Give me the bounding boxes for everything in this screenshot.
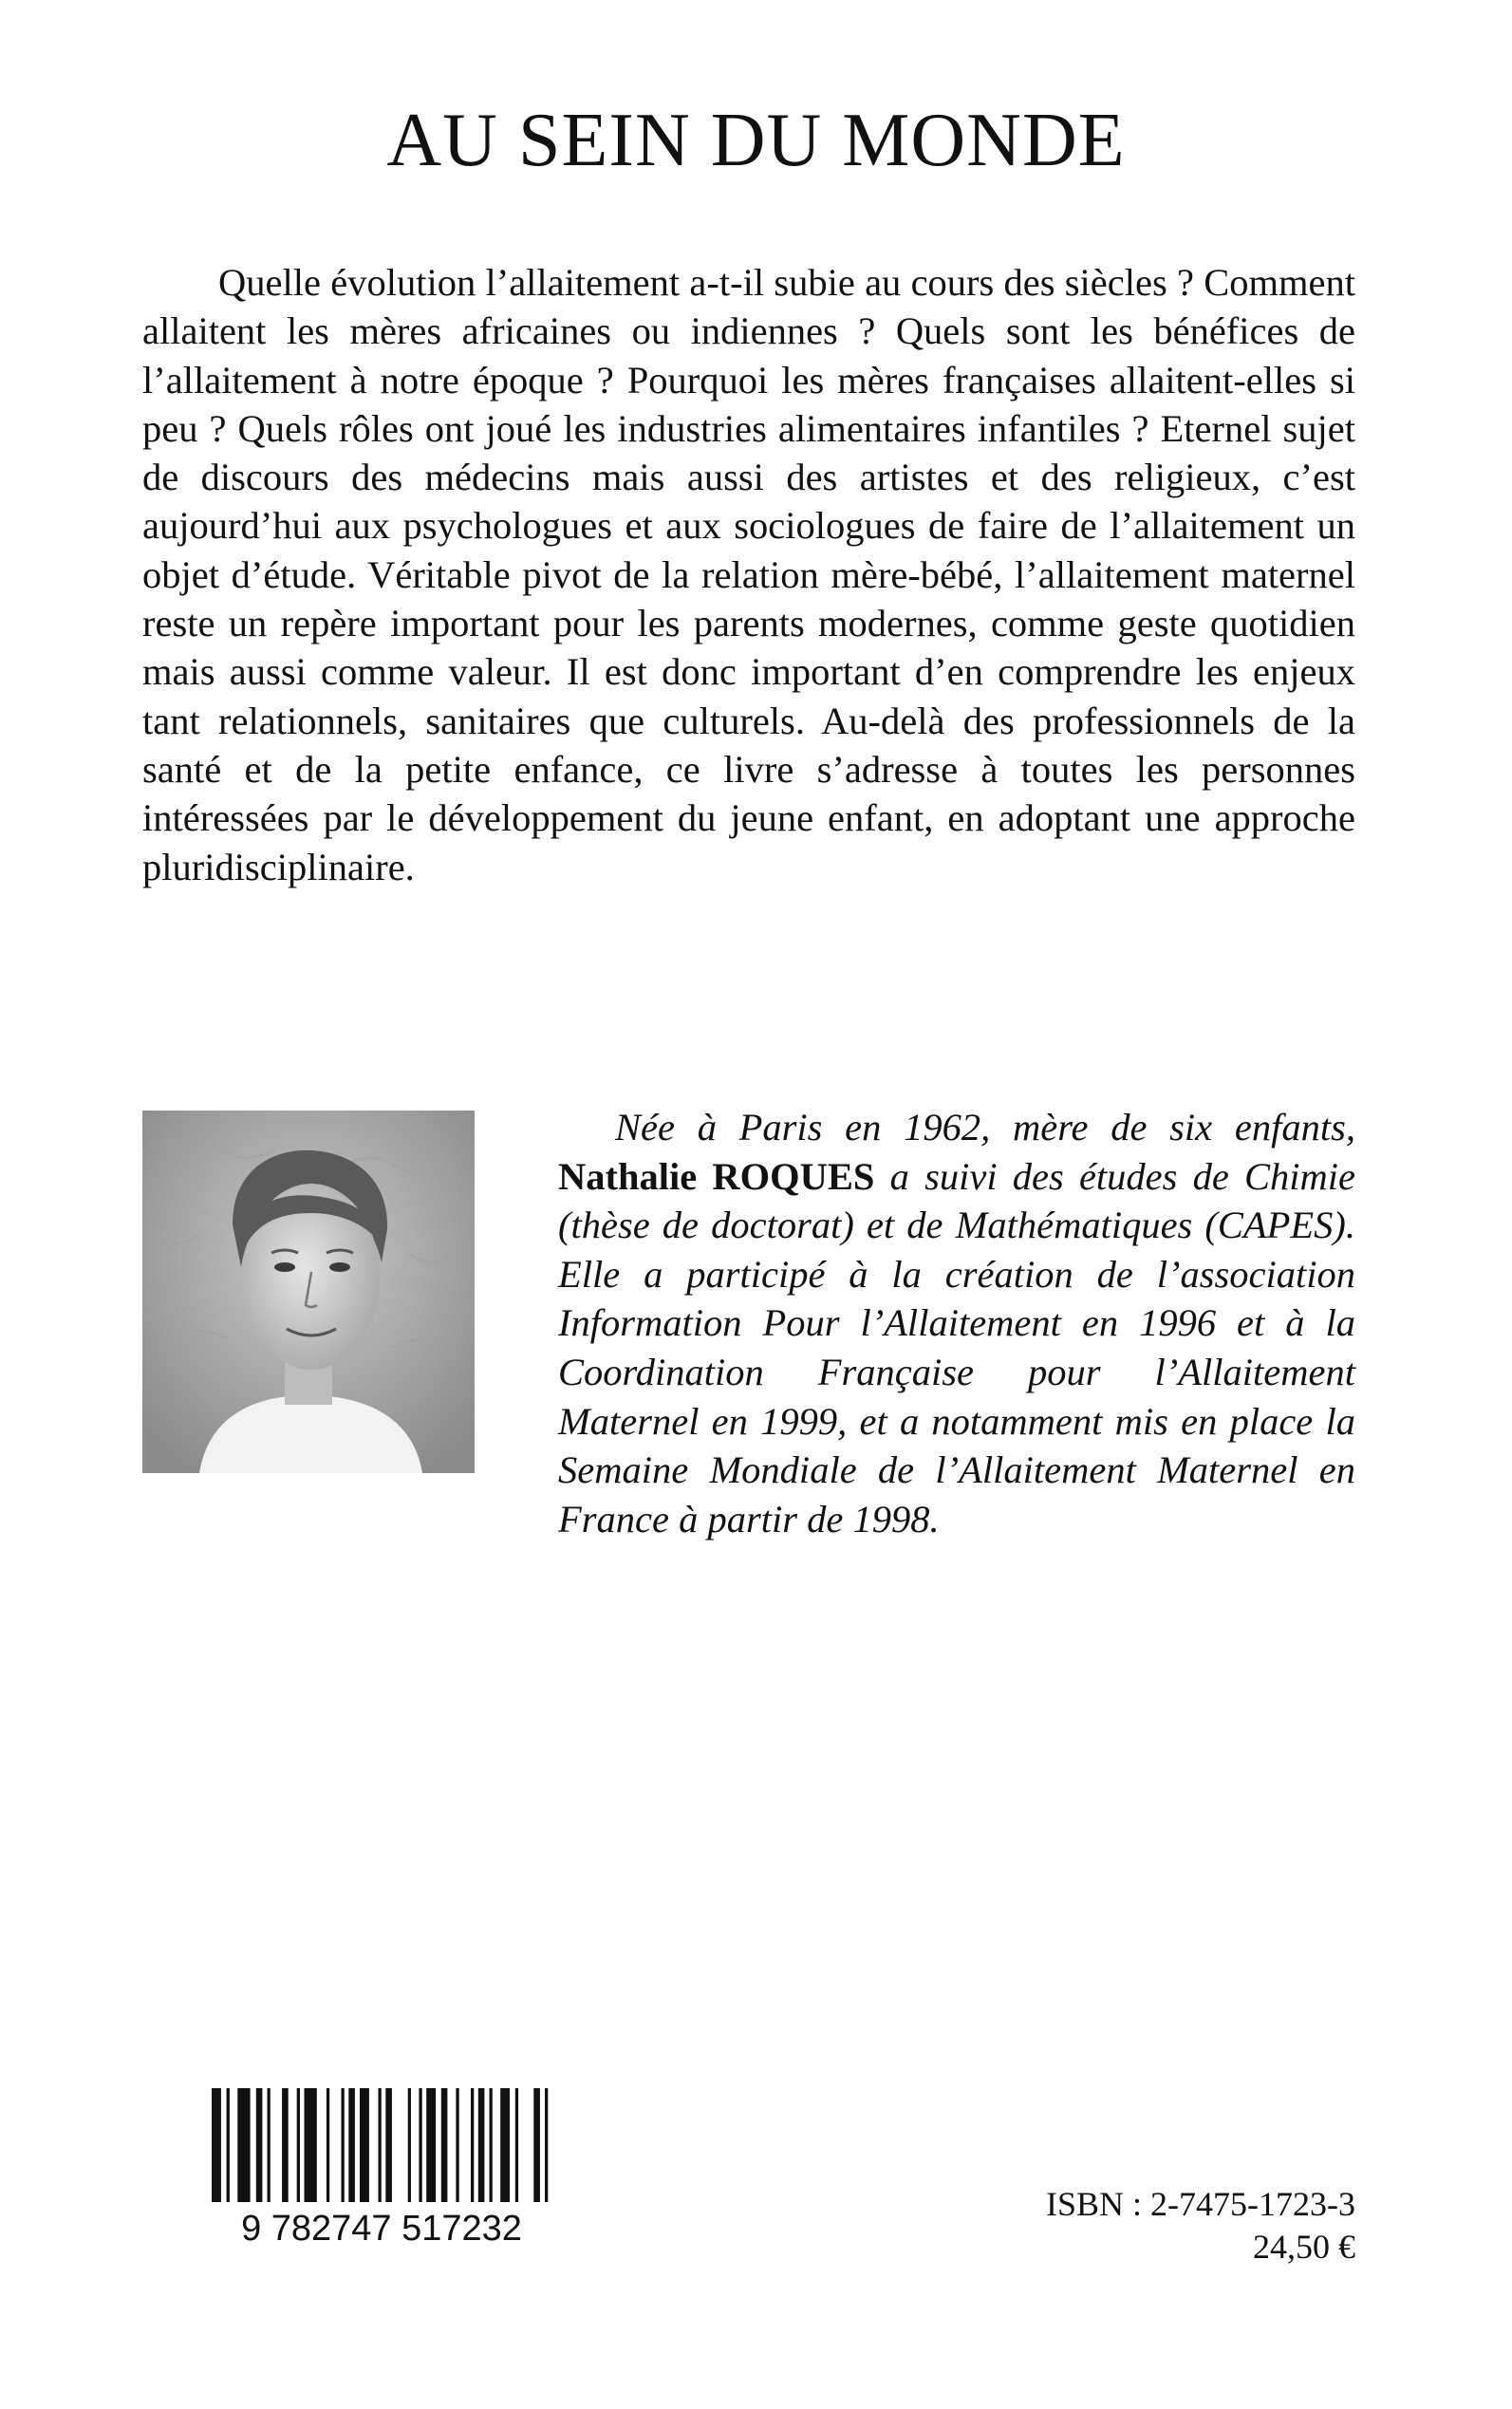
barcode-bar xyxy=(500,2088,510,2202)
barcode-bar xyxy=(533,2088,540,2202)
book-summary: Quelle évolution l’allaitement a-t-il subie au cours des siècles ? Comment allaitent les mères africaines ou indiennes ? Quels sont les bénéfices de l’allaitement à notre époque ? Pourquoi les mères françaises allaitent-elles si peu ? Quels rôles ont joué les industries alimentaires infantiles ? Eternel sujet de discours des médecins mais aussi des artistes et des religieux, c’est aujourd’hui aux psychologues et aux sociologues de faire de l’allaitement un objet d’étude. Véritable pivot de la relation mère-bébé, l’allaitement maternel reste un repère important pour les parents modernes, comme geste quotidien mais aussi comme valeur. Il est donc important d’en comprendre les enjeux tant relationnels, sanitaires que culturels. Au-delà des professionnels de la santé et de la petite enfance, ce livre s’adresse à toutes les personnes intéressées par le développement du jeune enfant, en adoptant une approche pluridisciplinaire. xyxy=(142,261,1355,888)
barcode-bar xyxy=(297,2088,300,2202)
author-name: Nathalie ROQUES xyxy=(558,1154,875,1198)
barcode xyxy=(185,2088,579,2245)
price: 24,50 € xyxy=(1253,2228,1355,2266)
barcode-bar xyxy=(327,2088,329,2202)
barcode-bar xyxy=(490,2088,493,2202)
barcode-bar xyxy=(360,2088,369,2202)
book-title: AU SEIN DU MONDE xyxy=(386,99,1126,182)
author-bio-rest: a suivi des études de Chimie (thèse de doctorat) et de Mathématiques (CAPES). Elle a participé à la création de l’association Information Pour l’Allaitement en 1996 et à la Coordination Française pour l’Allaitement Maternel en 1999, et a notamment mis en place la Semaine Mondiale de l’Allaitement Maternel en France à partir de 1998. xyxy=(558,1154,1355,1541)
isbn: ISBN : 2-7475-1723-3 xyxy=(1046,2185,1355,2223)
barcode-bar xyxy=(268,2088,271,2202)
barcode-bar xyxy=(545,2088,548,2202)
barcode-bar xyxy=(515,2088,518,2202)
barcode-bar xyxy=(256,2088,263,2202)
barcode-bar xyxy=(227,2088,230,2202)
barcode-bar xyxy=(379,2088,382,2202)
barcode-bar xyxy=(342,2088,345,2202)
barcode-bar xyxy=(385,2088,392,2202)
barcode-bar xyxy=(471,2088,474,2202)
barcode-bars xyxy=(212,2088,548,2202)
barcode-bar xyxy=(237,2088,250,2202)
barcode-bar xyxy=(478,2088,485,2202)
barcode-bar xyxy=(419,2088,421,2202)
barcode-bar xyxy=(305,2088,317,2202)
author-bio xyxy=(558,1103,1355,1543)
barcode-bar xyxy=(348,2088,355,2202)
barcode-bar xyxy=(282,2088,289,2202)
barcode-bar xyxy=(426,2088,436,2202)
author-photo xyxy=(142,1111,475,1473)
author-bio-intro: Née à Paris en 1962, mère de six enfants, xyxy=(615,1106,1355,1148)
barcode-bar xyxy=(212,2088,221,2202)
barcode-bar xyxy=(456,2088,458,2202)
barcode-number: 9 782747 517232 xyxy=(241,2209,522,2245)
barcode-bar xyxy=(441,2088,448,2202)
barcode-bar xyxy=(408,2088,411,2202)
